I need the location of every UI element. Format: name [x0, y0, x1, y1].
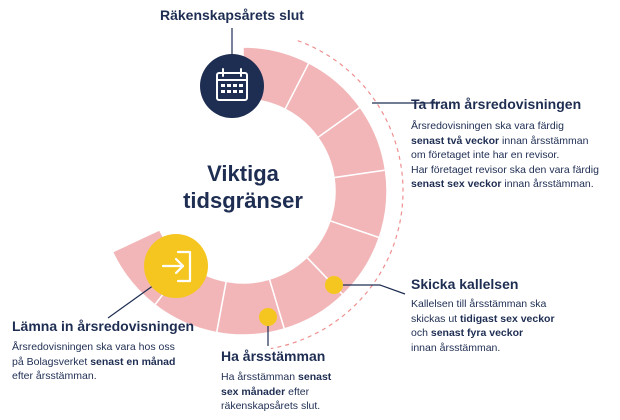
text-line: efter årsstämman. [12, 370, 97, 382]
text-line: Kallelsen till årsstämman ska [411, 298, 547, 310]
center-title-line-1: Viktiga [207, 161, 279, 186]
hold-meeting-text [221, 370, 331, 414]
text-line: sex månader efter [221, 385, 310, 398]
text-line: senast två veckor innan årsstämman [411, 134, 589, 147]
submit-report-text [12, 340, 175, 384]
marker-send-notice [325, 276, 343, 294]
prepare-report-title: Ta fram årsredovisningen [411, 96, 582, 112]
submit-node [144, 234, 208, 298]
marker-hold-meeting [259, 308, 277, 326]
send-notice-title: Skicka kallelsen [411, 276, 519, 292]
text-line: på Bolagsverket senast en månad [12, 355, 176, 368]
text-line: innan årsstämman. [411, 341, 501, 354]
text-line: Årsredovisningen ska vara färdig [411, 120, 564, 132]
text-line: Ha årsstämman senast [221, 371, 332, 383]
text-line: skickas ut tidigast sex veckor [411, 312, 555, 325]
text-line: Årsredovisningen ska vara hos oss [12, 341, 175, 353]
fiscal-year-end-title: Räkenskapsårets slut [160, 7, 304, 23]
center-title-line-2: tidsgränser [183, 188, 303, 213]
submit-report-title: Lämna in årsredovisningen [12, 318, 195, 334]
text-line: senast sex veckor innan årsstämman. [411, 178, 594, 190]
hold-meeting-title: Ha årsstämman [221, 348, 326, 364]
connector-submit-report [108, 285, 154, 318]
send-notice-text [411, 297, 555, 355]
calendar-node [200, 54, 264, 118]
text-line: och senast fyra veckor [411, 327, 524, 339]
center-title [168, 160, 318, 214]
prepare-report-text [411, 119, 599, 192]
text-line: Har företaget revisor ska den vara färdig [411, 163, 599, 176]
text-line: räkenskapsårets slut. [221, 400, 321, 412]
text-line: om företaget inte har en revisor. [411, 149, 560, 161]
